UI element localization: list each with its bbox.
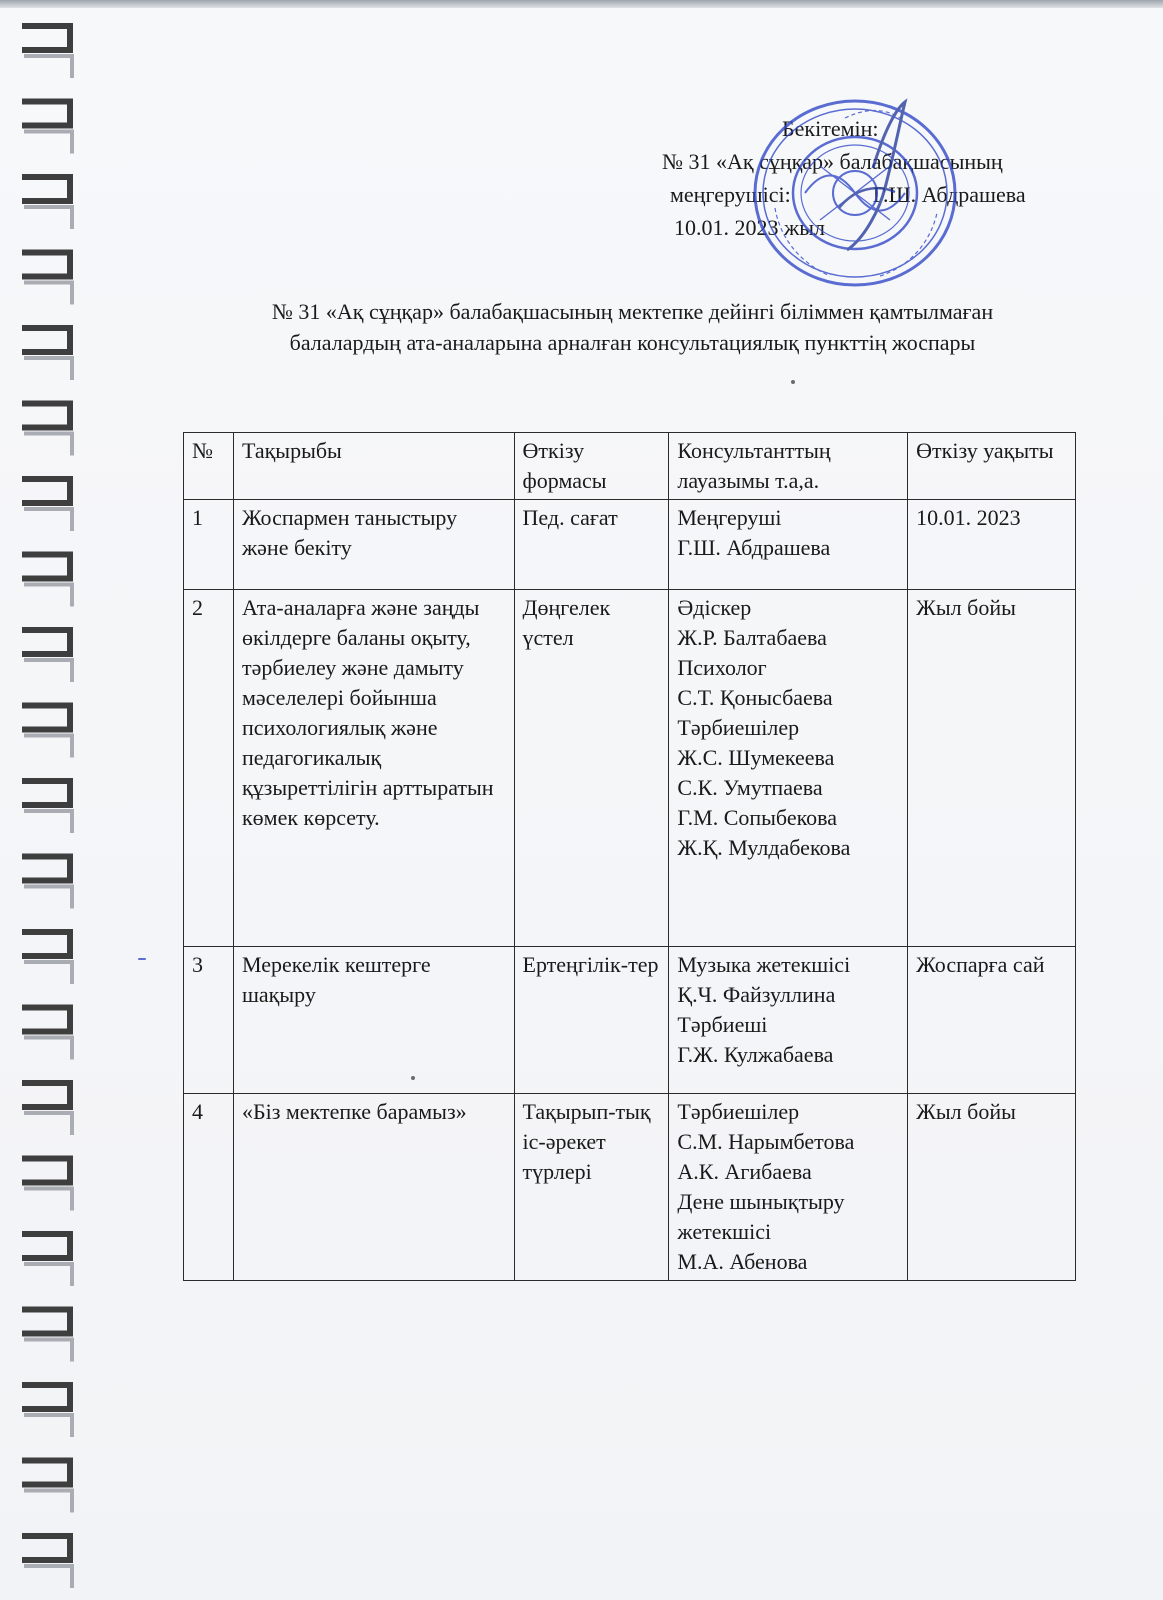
- header-number: №: [184, 433, 234, 500]
- consultant-line: Әдіскер: [677, 595, 752, 620]
- row-time: 10.01. 2023: [908, 500, 1076, 590]
- consultant-line: Музыка жетекшісі: [677, 952, 851, 977]
- binding-ring: [22, 1234, 72, 1286]
- table-row: [184, 947, 1076, 1094]
- binding-ring: [22, 404, 72, 456]
- approval-institution: № 31 «Ақ сұңқар» балабақшасының: [662, 149, 1003, 174]
- consultant-line: Г.М. Сопыбекова: [677, 805, 838, 830]
- table-row: [184, 500, 1076, 590]
- row-consultant: [669, 947, 908, 1094]
- consultant-line: Ж.Қ. Мулдабекова: [677, 835, 851, 860]
- consultant-line: Г.Ж. Кулжабаева: [677, 1042, 834, 1067]
- row-number: 4: [184, 1094, 234, 1281]
- binding-ring: [22, 177, 72, 229]
- binding-ring: [22, 1310, 72, 1362]
- consultant-line: М.А. Абенова: [677, 1249, 808, 1274]
- consultant-line: Тәрбиешілер: [677, 715, 800, 740]
- binding-ring: [22, 102, 72, 154]
- consultation-plan-table: [183, 432, 1076, 1281]
- binding-ring: [22, 932, 72, 984]
- binding-ring: [22, 706, 72, 758]
- binding-ring: [22, 328, 72, 380]
- binding-ring: [22, 781, 72, 833]
- binding-ring: [22, 630, 72, 682]
- binding-ring: [22, 1385, 72, 1437]
- consultant-line: Г.Ш. Абдрашева: [677, 535, 831, 560]
- consultant-line: Ж.С. Шумекеева: [677, 745, 835, 770]
- consultant-line: Қ.Ч. Файзуллина: [677, 982, 836, 1007]
- approval-head-name: Г.Ш. Абдрашева: [872, 182, 1026, 207]
- consultant-line: А.К. Агибаева: [677, 1159, 812, 1184]
- document-title: [185, 296, 1080, 358]
- binding-ring: [22, 253, 72, 305]
- consultant-line: Меңгеруші: [677, 505, 782, 530]
- approval-date: 10.01. 2023 жыл: [674, 215, 825, 240]
- binding-ring: [22, 1083, 72, 1135]
- title-line-1: № 31 «Ақ сұңқар» балабақшасының мектепке дейінгі біліммен қамтылмаған: [271, 299, 994, 324]
- row-topic: Жоспармен таныстыру және бекіту: [233, 500, 514, 590]
- row-number: 3: [184, 947, 234, 1094]
- row-form: Тақырып-тық іс-әрекет түрлері: [514, 1094, 669, 1281]
- row-topic: Ата-аналарға және заңды өкілдерге баланы оқыту, тәрбиелеу және дамыту мәселелері бойынша психологиялық және педагогикалық құзыреттілігін арттыратын көмек көрсету.: [233, 590, 514, 947]
- header-time: Өткізу уақыты: [908, 433, 1076, 500]
- row-form: Пед. сағат: [514, 500, 669, 590]
- binding-ring: [22, 1008, 72, 1060]
- binding-ring: [22, 479, 72, 531]
- row-form: Дөңгелек үстел: [514, 590, 669, 947]
- row-number: 1: [184, 500, 234, 590]
- binding-ring: [22, 1461, 72, 1513]
- approval-heading: Бекітемін:: [782, 116, 879, 141]
- consultant-line: С.М. Нарымбетова: [677, 1129, 855, 1154]
- row-topic: Мерекелік кештерге шақыру: [233, 947, 514, 1094]
- consultant-line: С.Т. Қонысбаева: [677, 685, 833, 710]
- binding-ring: [22, 1159, 72, 1211]
- approval-role: меңгерушісі:: [670, 182, 791, 207]
- consultant-line: С.К. Умутпаева: [677, 775, 823, 800]
- header-form: Өткізу формасы: [514, 433, 669, 500]
- row-time: Жыл бойы: [908, 1094, 1076, 1281]
- official-stamp: [735, 88, 975, 298]
- row-time: Жоспарға сай: [908, 947, 1076, 1094]
- binding-ring: [22, 1536, 72, 1588]
- row-time: Жыл бойы: [908, 590, 1076, 947]
- scan-speck: [138, 958, 146, 960]
- scan-speck: [791, 380, 795, 384]
- consultant-line: Дене шынықтыру жетекшісі: [677, 1189, 845, 1244]
- consultant-line: Ж.Р. Балтабаева: [677, 625, 827, 650]
- scan-speck: [411, 1076, 415, 1080]
- row-form: Ертеңгілік-тер: [514, 947, 669, 1094]
- table-header-row: [184, 433, 1076, 500]
- page-top-edge: [0, 0, 1163, 8]
- table-row: [184, 590, 1076, 947]
- row-consultant: [669, 1094, 908, 1281]
- row-consultant: [669, 590, 908, 947]
- consultant-line: Психолог: [677, 655, 767, 680]
- consultant-line: Тәрбиеші: [677, 1012, 768, 1037]
- title-line-2: балалардың ата-аналарына арналған консультациялық пункттің жоспары: [289, 330, 976, 355]
- header-topic: Тақырыбы: [233, 433, 514, 500]
- row-consultant: [669, 500, 908, 590]
- binding-ring: [22, 26, 72, 78]
- header-consultant: Консультанттың лауазымы т.а,а.: [669, 433, 908, 500]
- binding-ring: [22, 857, 72, 909]
- row-topic: «Біз мектепке барамыз»: [233, 1094, 514, 1281]
- binding-ring: [22, 555, 72, 607]
- table-row: [184, 1094, 1076, 1281]
- spiral-binding: [0, 0, 90, 1600]
- row-number: 2: [184, 590, 234, 947]
- consultant-line: Тәрбиешілер: [677, 1099, 800, 1124]
